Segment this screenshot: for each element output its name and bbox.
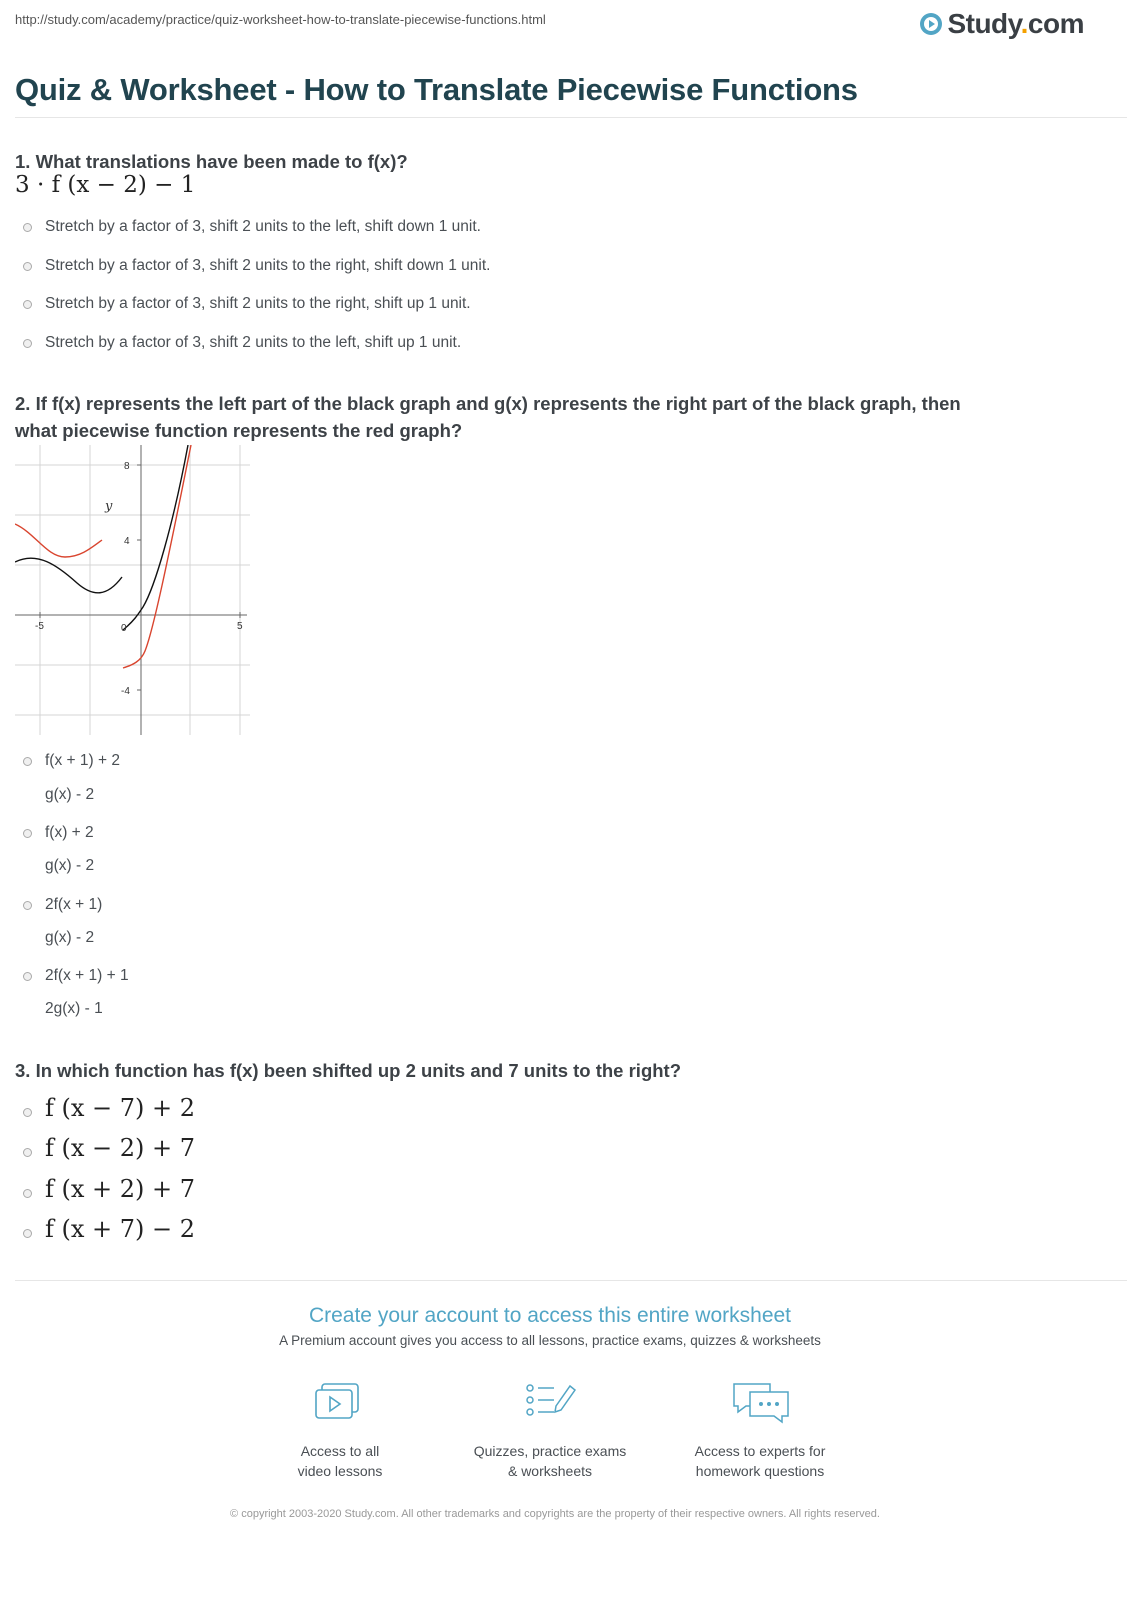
feature-quizzes-label: Quizzes, practice exams & worksheets [473, 1443, 627, 1479]
q2-option-3-line-1[interactable]: 2f(x + 1) [45, 896, 103, 913]
question-2-line-2: what piecewise function represents the red graph? [15, 420, 463, 441]
logo-text: Study.com [947, 8, 1084, 39]
chat-bubbles-icon [728, 1380, 792, 1426]
q2-option-1-line-1[interactable]: f(x + 1) + 2 [45, 752, 120, 769]
divider [15, 1280, 1127, 1281]
tick-label-y-4: 4 [124, 536, 130, 547]
q1-option-4[interactable]: Stretch by a factor of 3, shift 2 units to the left, shift up 1 unit. [45, 334, 462, 351]
q1-option-3-radio[interactable] [23, 300, 32, 309]
graph-y-label: y [105, 499, 113, 514]
q3-option-4[interactable]: f (x + 7) − 2 [45, 1215, 196, 1243]
q2-option-2-radio[interactable] [23, 829, 32, 838]
video-lessons-icon [310, 1380, 370, 1426]
question-3-text: 3. In which function has f(x) been shifted up 2 units and 7 units to the right? [15, 1060, 682, 1081]
question-2-text [15, 390, 1115, 444]
tick-label-y-8: 8 [124, 461, 130, 472]
graph-axes [15, 445, 247, 735]
tick-label-y-neg4: -4 [121, 686, 130, 697]
q2-option-4-line-1[interactable]: 2f(x + 1) + 1 [45, 967, 129, 984]
q1-option-4-radio[interactable] [23, 339, 32, 348]
quiz-checklist-icon [520, 1380, 580, 1426]
q1-option-3[interactable]: Stretch by a factor of 3, shift 2 units to the right, shift up 1 unit. [45, 295, 471, 312]
q2-option-3-line-2[interactable]: g(x) - 2 [45, 929, 95, 946]
study-logo[interactable] [919, 8, 1084, 40]
q3-option-3[interactable]: f (x + 2) + 7 [45, 1175, 196, 1203]
q2-option-2-line-2[interactable]: g(x) - 2 [45, 857, 95, 874]
cta-title[interactable]: Create your account to access this entire worksheet [308, 1304, 792, 1327]
q1-option-2[interactable]: Stretch by a factor of 3, shift 2 units to the right, shift down 1 unit. [45, 257, 491, 274]
q1-option-1[interactable]: Stretch by a factor of 3, shift 2 units to the left, shift down 1 unit. [45, 218, 481, 235]
q3-option-1[interactable]: f (x − 7) + 2 [45, 1094, 196, 1122]
feature-quizzes[interactable] [450, 1380, 650, 1481]
q2-option-3-radio[interactable] [23, 901, 32, 910]
q2-option-4-line-2[interactable]: 2g(x) - 1 [45, 1000, 103, 1017]
copyright-footer: © copyright 2003-2020 Study.com. All other trademarks and copyrights are the property of their respective owners. All rights reserved. [230, 1508, 880, 1520]
tick-label-origin: 0 [121, 623, 127, 634]
feature-video-lessons[interactable] [240, 1380, 440, 1481]
page-url: http://study.com/academy/practice/quiz-worksheet-how-to-translate-piecewise-functions.html [15, 12, 546, 27]
q1-option-1-radio[interactable] [23, 223, 32, 232]
q3-option-4-radio[interactable] [23, 1229, 32, 1238]
q2-option-4-radio[interactable] [23, 972, 32, 981]
feature-experts[interactable] [660, 1380, 860, 1481]
q2-option-1-line-2[interactable]: g(x) - 2 [45, 786, 95, 803]
page-title: Quiz & Worksheet - How to Translate Piecewise Functions [15, 72, 858, 107]
q3-option-3-radio[interactable] [23, 1189, 32, 1198]
tick-label-x-5: 5 [237, 621, 243, 632]
q1-option-2-radio[interactable] [23, 262, 32, 271]
feature-experts-label: Access to experts for homework questions [694, 1443, 826, 1479]
function-graph [15, 445, 250, 735]
q3-option-2-radio[interactable] [23, 1148, 32, 1157]
cta-subtitle: A Premium account gives you access to all lessons, practice exams, quizzes & worksheets [279, 1333, 821, 1348]
play-circle-icon [919, 12, 943, 36]
question-1-math: 3 · f (x − 2) − 1 [15, 172, 196, 198]
black-curve-left [15, 558, 122, 593]
red-curve-left [15, 524, 102, 557]
feature-video-lessons-label: Access to all video lessons [297, 1443, 383, 1479]
question-1-text: 1. What translations have been made to f(x)? [15, 151, 408, 172]
question-2-line-1: 2. If f(x) represents the left part of the black graph and g(x) represents the right part of the black graph, then [15, 393, 961, 414]
q2-option-1-radio[interactable] [23, 757, 32, 766]
q3-option-2[interactable]: f (x − 2) + 7 [45, 1134, 196, 1162]
divider [15, 117, 1127, 118]
black-curve-right [123, 445, 188, 630]
tick-label-x-neg5: -5 [35, 621, 44, 632]
graph-grid [15, 445, 250, 735]
q3-option-1-radio[interactable] [23, 1108, 32, 1117]
q2-option-2-line-1[interactable]: f(x) + 2 [45, 824, 94, 841]
